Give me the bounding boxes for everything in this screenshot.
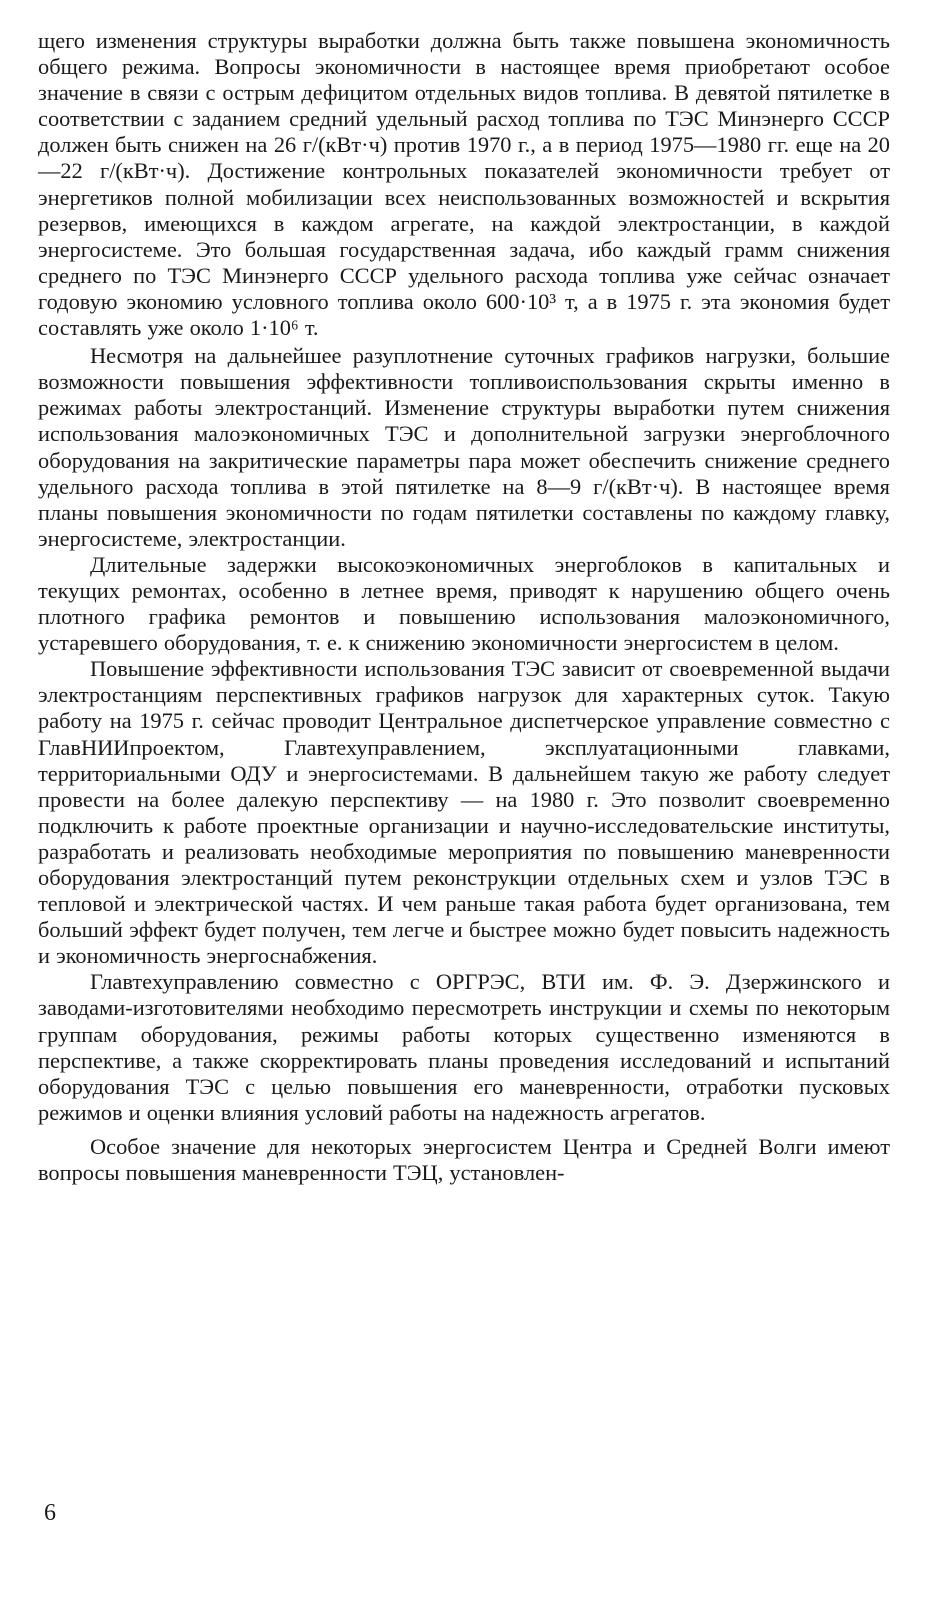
paragraph-2: Несмотря на дальнейшее разуплотнение суточных графиков нагрузки, большие возможности повышения эффективности топливоиспользования скрыты именно в режимах работы электростанций. Изменение структуры выработки путем снижения использования малоэкономичных ТЭС и дополнительной загрузки энергоблочного оборудования на закритические параметры пара может обеспечить снижение среднего удельного расхода топлива в этой пятилетке на 8—9 г/(кВт·ч). В настоящее время планы повышения экономичности по годам пятилетки составлены по каждому главку, энергосистеме, электростанции. [38,343,890,551]
document-page [38,28,890,1186]
paragraph-4: Повышение эффективности использования ТЭС зависит от своевременной выдачи электростанциям перспективных графиков нагрузок для характерных суток. Такую работу на 1975 г. сейчас проводит Центральное диспетчерское управление совместно с ГлавНИИпроектом, Главтехуправлением, эксплуатационными главками, территориальными ОДУ и энергосистемами. В дальнейшем такую же работу следует провести на более далекую перспективу — на 1980 г. Это позволит своевременно подключить к работе проектные организации и научно-исследовательские институты, разработать и реализовать необходимые мероприятия по повышению маневренности оборудования электростанций путем реконструкции отдельных схем и узлов ТЭС в тепловой и электрической частях. И чем раньше такая работа будет организована, тем больший эффект будет получен, тем легче и быстрее можно будет повысить надежность и экономичность энергоснабжения. [38,656,890,969]
paragraph-3: Длительные задержки высокоэкономичных энергоблоков в капитальных и текущих ремонтах, особенно в летнее время, приводят к нарушению общего очень плотного графика ремонтов и повышению использования малоэкономичного, устаревшего оборудования, т. е. к снижению экономичности энергосистем в целом. [38,551,890,656]
paragraph-6: Особое значение для некоторых энергосистем Центра и Средней Волги имеют вопросы повышения маневренности ТЭЦ, установлен- [38,1133,890,1186]
page-number: 6 [44,1500,56,1526]
paragraph-5: Главтехуправлению совместно с ОРГРЭС, ВТИ им. Ф. Э. Дзержинского и заводами-изготовителями необходимо пересмотреть инструкции и схемы по некоторым группам оборудования, режимы работы которых существенно изменяются в перспективе, а также скорректировать планы проведения исследований и испытаний оборудования ТЭС с целью повышения его маневренности, отработки пусковых режимов и оценки влияния условий работы на надежность агрегатов. [38,969,890,1125]
paragraph-1: щего изменения структуры выработки должна быть также повышена экономичность общего режима. Вопросы экономичности в настоящее время приобретают особое значение в связи с острым дефицитом отдельных видов топлива. В девятой пятилетке в соответствии с заданием средний удельный расход топлива по ТЭС Минэнерго СССР должен быть снижен на 26 г/(кВт·ч) против 1970 г., а в период 1975—1980 гг. еще на 20—22 г/(кВт·ч). Достижение контрольных показателей экономичности требует от энергетиков полной мобилизации всех неиспользованных возможностей и вскрытия резервов, имеющихся в каждом агрегате, на каждой электростанции, в каждой энергосистеме. Это большая государственная задача, ибо каждый грамм снижения среднего по ТЭС Минэнерго СССР удельного расхода топлива уже сейчас означает годовую экономию условного топлива около 600·10³ т, а в 1975 г. эта экономия будет составлять уже около 1·10⁶ т. [38,28,890,341]
